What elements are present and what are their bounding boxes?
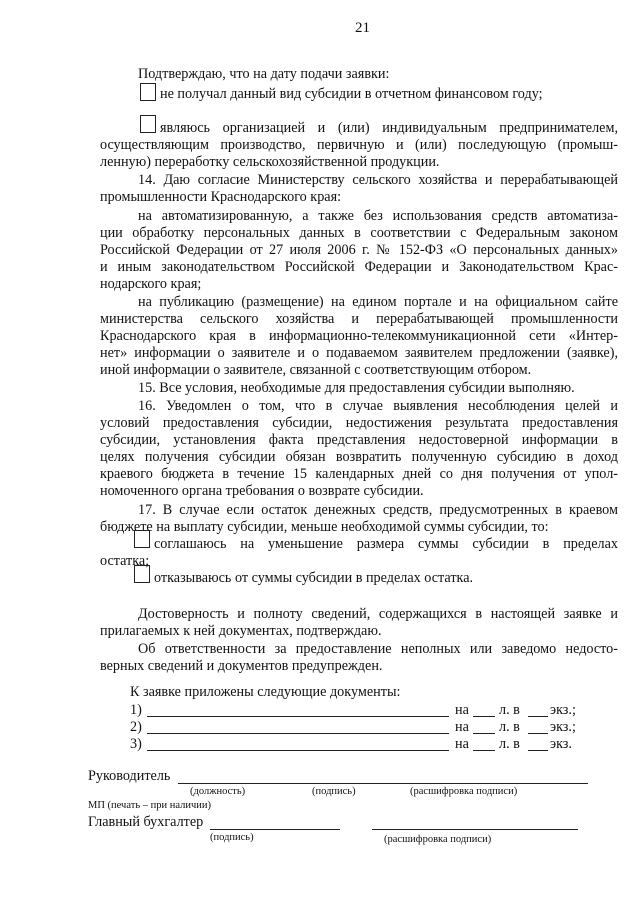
checkbox-producer [140, 115, 156, 133]
item14-pub-line1: на публикацию (размещение) на едином портале и на официальном сайте [138, 294, 618, 310]
accountant-decoding-line [372, 829, 578, 830]
accountant-label: Главный бухгалтер [88, 814, 204, 830]
attachment-ekz: экз.; [550, 702, 576, 718]
attachment-name-line [147, 716, 449, 717]
attachment-name-line [147, 750, 449, 751]
attachment-l: л. в [499, 736, 520, 752]
attachment-pages-line [473, 716, 495, 717]
accuracy-line1: Достоверность и полноту сведений, содержащихся в настоящей заявке и [138, 606, 618, 622]
option-refuse: отказываюсь от суммы субсидии в пределах остатка. [154, 570, 474, 586]
head-signature-caption: (подпись) [312, 786, 356, 797]
attachment-number: 3) [130, 736, 142, 752]
item14-pub-line2: министерства сельского хозяйства и перерабатывающей промышленности [100, 311, 618, 327]
option-producer-line3: ленную) переработку сельскохозяйственной продукции. [100, 154, 440, 170]
attachment-copies-line [528, 716, 548, 717]
confirm-intro: Подтверждаю, что на дату подачи заявки: [138, 66, 390, 82]
option-producer-line1: являюсь организацией и (или) индивидуальным предпринимателем, [160, 120, 618, 136]
attachments-title: К заявке приложены следующие документы: [130, 684, 401, 700]
item16-line2: условий предоставления субсидии, недостижения результата предоставления [100, 415, 618, 431]
attachment-na: на [455, 719, 469, 735]
item14-pub-line3: Краснодарского края в информационно-телекоммуникационной сети «Интер- [100, 328, 618, 344]
attachment-l: л. в [499, 719, 520, 735]
item16-line6: номоченного органа требования о возврате субсидии. [100, 483, 424, 499]
attachment-ekz: экз. [550, 736, 572, 752]
item17-line2: бюджете на выплату субсидии, меньше необходимой суммы субсидии, то: [100, 519, 549, 535]
option-agree-reduce-end: остатка; [100, 553, 150, 569]
option-agree-reduce: соглашаюсь на уменьшение размера суммы субсидии в пределах [154, 536, 618, 552]
item16-line3: субсидии, установления факта представления недостоверной информации в [100, 432, 618, 448]
checkbox-refuse [134, 565, 150, 583]
accountant-decoding-caption: (расшифровка подписи) [384, 834, 492, 845]
option-producer-line2: осуществляющим производство, первичную и (или) последующую (промыш- [100, 137, 618, 153]
attachment-number: 1) [130, 702, 142, 718]
page-number: 21 [355, 20, 370, 36]
attachment-na: на [455, 736, 469, 752]
item14-auto-line4: и иным законодательством Российской Федерации и Законодательством Крас- [100, 259, 618, 275]
attachment-ekz: экз.; [550, 719, 576, 735]
item14-line2: промышленности Краснодарского края: [100, 189, 342, 205]
accuracy-line2: прилагаемых к ней документах, подтверждаю. [100, 623, 382, 639]
option-no-subsidy: не получал данный вид субсидии в отчетном финансовом году; [160, 86, 543, 102]
attachment-name-line [147, 733, 449, 734]
accountant-signature-line [210, 829, 340, 830]
responsibility-line2: верных сведений и документов предупрежден. [100, 658, 383, 674]
item14-auto-line3: Российской Федерации от 27 июля 2006 г. № 152-ФЗ «О персональных данных» [100, 242, 618, 258]
head-label: Руководитель [88, 768, 171, 784]
item14-auto-line5: нодарского края; [100, 276, 202, 292]
accountant-signature-caption: (подпись) [210, 832, 254, 843]
item15: 15. Все условия, необходимые для предоставления субсидии выполняю. [138, 380, 575, 396]
checkbox-agree-reduce [134, 530, 150, 548]
head-position-caption: (должность) [190, 786, 246, 797]
head-decoding-caption: (расшифровка подписи) [410, 786, 518, 797]
item14-line1: 14. Даю согласие Министерству сельского хозяйства и перерабатывающей [138, 172, 618, 188]
attachment-pages-line [473, 733, 495, 734]
item17-line1: 17. В случае если остаток денежных средств, предусмотренных в краевом [138, 502, 618, 518]
item14-auto-line2: ции обработку персональных данных в соответствии с Федеральным законом [100, 225, 618, 241]
attachment-l: л. в [499, 702, 520, 718]
attachment-na: на [455, 702, 469, 718]
head-signature-line [178, 783, 588, 784]
attachment-copies-line [528, 733, 548, 734]
attachment-pages-line [473, 750, 495, 751]
item16-line5: краевого бюджета в течение 15 календарных дней со дня получения от упол- [100, 466, 618, 482]
stamp-label: МП (печать – при наличии) [88, 800, 211, 811]
item14-auto-line1: на автоматизированную, а также без использования средств автоматиза- [138, 208, 618, 224]
item14-pub-line4: нет» информации о заявителе и о подаваемом заявителем предложении (заявке), [100, 345, 618, 361]
attachment-number: 2) [130, 719, 142, 735]
responsibility-line1: Об ответственности за предоставление неполных или заведомо недосто- [138, 641, 618, 657]
item16-line1: 16. Уведомлен о том, что в случае выявления несоблюдения целей и [138, 398, 618, 414]
attachment-copies-line [528, 750, 548, 751]
checkbox-no-subsidy [140, 83, 156, 101]
item16-line4: целях получения субсидии обязан возвратить полученную субсидию в доход [100, 449, 618, 465]
item14-pub-line5: иной информации о заявителе, связанной с соответствующим отбором. [100, 362, 532, 378]
